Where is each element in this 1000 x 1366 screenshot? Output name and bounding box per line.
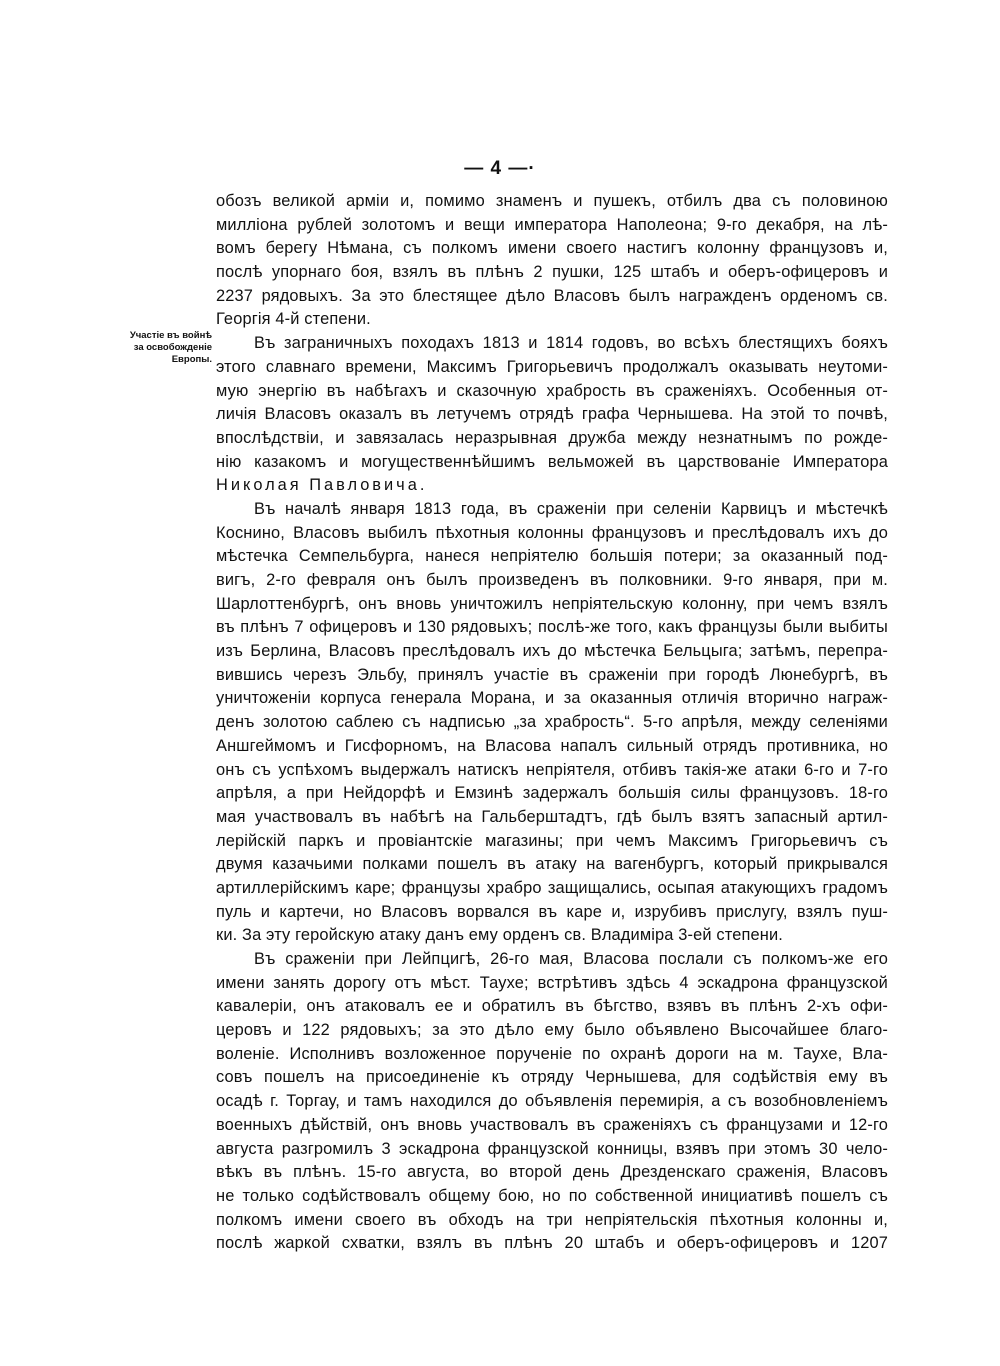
text-line: двумя казачьими полками пошелъ въ атаку на вагенбургъ, который прикрывался	[216, 855, 888, 874]
margin-note-line: Европы.	[171, 354, 212, 365]
text-line: мую энергію въ набѣгахъ и сказочную храбрость въ сраженіяхъ. Особенныя от-	[216, 381, 888, 400]
text-line: Николая Павловича.	[216, 476, 428, 495]
text-line: Коснино, Власовъ выбилъ пѣхотныя колонны французовъ и преслѣдовалъ ихъ до	[216, 523, 888, 542]
text-line: впослѣдствіи, и завязалась неразрывная дружба между незнатнымъ по рожде-	[216, 428, 888, 447]
text-line: онъ съ успѣхомъ выдержалъ натискъ непріятеля, отбивъ такія-же атаки 6-го и 7-го	[216, 760, 888, 779]
text-line: милліона рублей золотомъ и вещи императора Наполеона; 9-го декабря, на лѣ-	[216, 215, 888, 234]
text-line: не только содѣйствовалъ общему бою, но по собственной инициативѣ пошелъ съ	[216, 1186, 888, 1205]
text-line: денъ золотою саблею съ надписью „за храбрость“. 5-го апрѣля, между селеніями	[216, 713, 888, 732]
text-line: военныхъ дѣйствій, онъ вновь участвовалъ въ сраженіяхъ съ французами и 12-го	[216, 1115, 888, 1134]
text-line: въ плѣнъ 7 офицеровъ и 130 рядовыхъ; послѣ-же того, какъ французы были выбиты	[216, 618, 888, 637]
text-line: имени занять дорогу отъ мѣст. Таухе; встрѣтивъ здѣсь 4 эскадрона французской	[216, 973, 888, 992]
text-line: церовъ и 122 рядовыхъ; за это дѣло ему было объявлено Высочайшее благо-	[216, 1021, 888, 1040]
text-line: вомъ берегу Нѣмана, съ полкомъ имени своего настигъ колонну французовъ и,	[216, 239, 888, 258]
text-line: кавалеріи, онъ атаковалъ ее и обратилъ въ бѣгство, взявъ въ плѣнъ 2-хъ офи-	[216, 997, 888, 1016]
body-text	[216, 190, 888, 1256]
text-line: лерійскій паркъ и провіантскіе магазины; при чемъ Максимъ Григорьевичъ съ	[216, 831, 888, 850]
text-line: Въ началѣ января 1813 года, въ сраженіи при селеніи Карвицъ и мѣстечкѣ	[254, 499, 888, 518]
text-line: августа разгромилъ 3 эскадрона французской конницы, взявъ при этомъ 30 чело-	[216, 1139, 888, 1158]
text-line: пуль и картечи, но Власовъ ворвался въ каре и, изрубивъ прислугу, взялъ пуш-	[216, 902, 888, 921]
text-line: вившись черезъ Эльбу, принялъ участіе въ сраженіи при городѣ Люнебургѣ, въ	[216, 665, 888, 684]
text-line: изъ Берлина, Власовъ преслѣдовалъ ихъ до мѣстечка Бельцыга; затѣмъ, перепра-	[216, 642, 888, 661]
page-number: — 4 —·	[464, 158, 536, 179]
text-line: мѣстечка Семпельбурга, нанеся непріятелю большія потери; за оказанный под-	[216, 547, 888, 566]
text-line: мая участвовалъ въ набѣгѣ на Гальберштадтъ, гдѣ былъ взятъ запасный артил-	[216, 807, 888, 826]
text-line: осадѣ г. Торгау, и тамъ находился до объявленія перемирія, а съ возобновленіемъ	[216, 1092, 888, 1111]
text-line: Аншгеймомъ и Гисфорномъ, на Власова напалъ сильный отрядъ противника, но	[216, 736, 888, 755]
margin-note	[104, 330, 212, 366]
margin-note-line: за освобожденіе	[133, 342, 212, 353]
text-line: личія Власовъ оказалъ въ летучемъ отрядѣ графа Чернышева. На этой то почвѣ,	[216, 405, 888, 424]
margin-note-line: Участіе въ войнѣ	[129, 330, 212, 341]
text-line: обозъ великой арміи и, помимо знаменъ и пушекъ, отбилъ два съ половиною	[216, 192, 888, 210]
text-line: послѣ упорнаго боя, взялъ въ плѣнъ 2 пушки, 125 штабъ и оберъ-офицеровъ и	[216, 263, 888, 282]
text-line: апрѣля, а при Нейдорфѣ и Емзинѣ задержалъ большія силы французовъ. 18-го	[216, 784, 888, 803]
text-line: совъ пошелъ на присоединеніе къ отряду Чернышева, для содѣйствія ему въ	[216, 1068, 888, 1087]
text-line: Георгія 4-й степени.	[216, 310, 371, 329]
text-line: 2237 рядовыхъ. За это блестящее дѣло Власовъ былъ награжденъ орденомъ св.	[216, 286, 888, 305]
text-line: послѣ жаркой схватки, взялъ въ плѣнъ 20 штабъ и оберъ-офицеровъ и 1207	[216, 1234, 888, 1253]
text-line: Въ заграничныхъ походахъ 1813 и 1814 годовъ, во всѣхъ блестящихъ бояхъ	[254, 334, 888, 353]
text-line: Шарлоттенбургѣ, онъ вновь уничтожилъ непріятельскую колонну, при чемъ взялъ	[216, 594, 888, 613]
text-line: уничтоженіи корпуса генерала Морана, и за оказанныя отличія вторично награж-	[216, 689, 888, 708]
text-line: ки. За эту геройскую атаку данъ ему орденъ св. Владиміра 3-ей степени.	[216, 926, 784, 945]
text-line: этого славнаго времени, Максимъ Григорьевичъ продолжалъ оказывать неутоми-	[216, 357, 888, 376]
text-line: нію казакомъ и могущественнѣйшимъ вельможей въ царствованіе Императора	[216, 452, 888, 471]
text-line: Въ сраженіи при Лейпцигѣ, 26-го мая, Власова послали съ полкомъ-же его	[254, 950, 888, 968]
text-line: воленіе. Исполнивъ возложенное порученіе по охранѣ дороги на м. Таухе, Вла-	[216, 1044, 888, 1063]
text-line: вигъ, 2-го февраля онъ былъ произведенъ въ полковники. 9-го января, при м.	[216, 571, 888, 589]
text-line: полкомъ имени своего въ обходъ на три непріятельскія пѣхотныя колонны и,	[216, 1210, 888, 1229]
text-line: вѣкъ въ плѣнъ. 15-го августа, во второй день Дрезденскаго сраженія, Власовъ	[216, 1163, 888, 1182]
text-line: артиллерійскимъ каре; французы храбро защищались, осыпая атакующихъ градомъ	[216, 878, 888, 897]
